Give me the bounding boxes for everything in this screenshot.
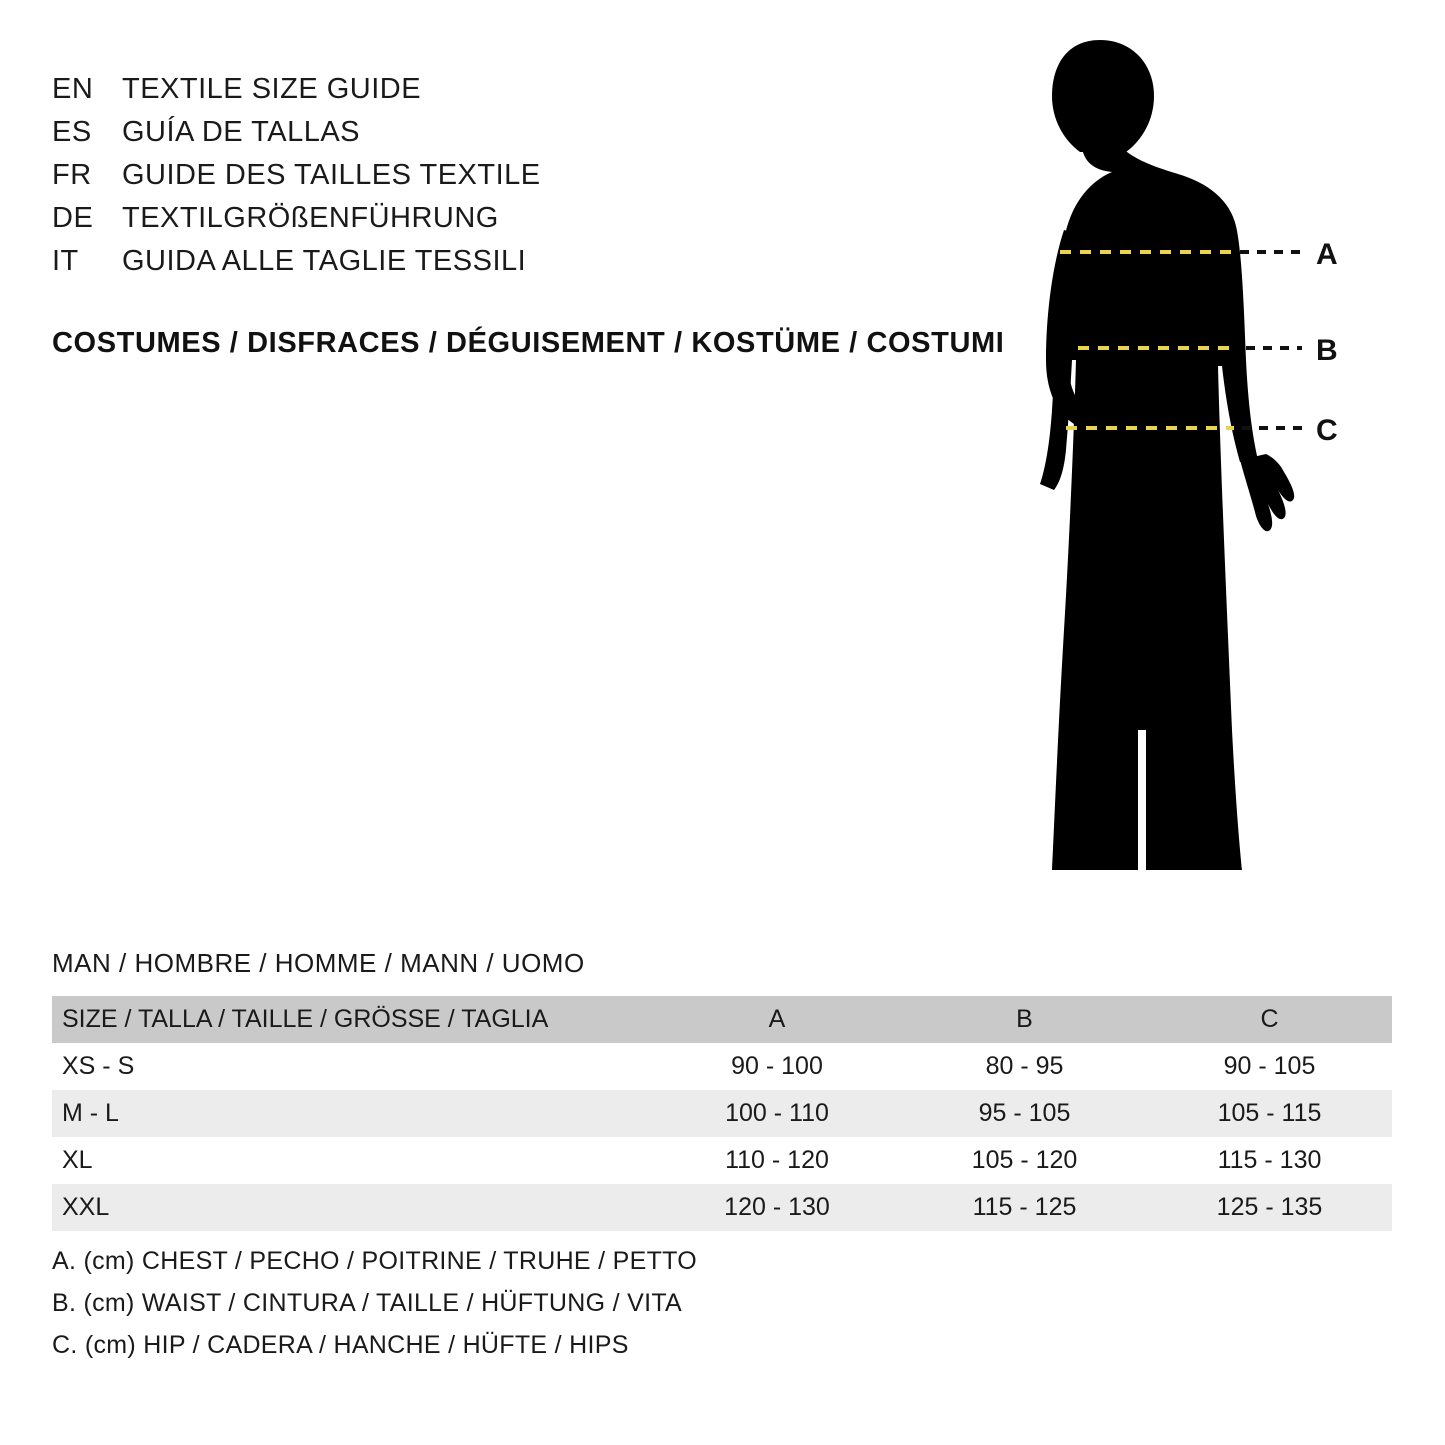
figure-label-b: B xyxy=(1316,334,1338,367)
cell-a: 100 - 110 xyxy=(725,1099,829,1127)
table-row xyxy=(52,1137,1392,1184)
language-code-es: ES xyxy=(52,116,92,148)
cell-size: XL xyxy=(62,1146,93,1174)
cell-c: 125 - 135 xyxy=(1216,1193,1323,1221)
language-row-fr xyxy=(52,154,952,197)
language-code-en: EN xyxy=(52,73,94,105)
table-header-row xyxy=(52,996,1392,1043)
cell-b: 115 - 125 xyxy=(972,1193,1077,1221)
language-code-fr: FR xyxy=(52,159,92,191)
language-text-de: TEXTILGRÖßENFÜHRUNG xyxy=(122,202,499,234)
gender-title: MAN / HOMBRE / HOMME / MANN / UOMO xyxy=(52,948,585,978)
language-text-es: GUÍA DE TALLAS xyxy=(122,116,361,148)
measurement-legend xyxy=(52,1240,1152,1366)
cell-c: 105 - 115 xyxy=(1217,1099,1322,1127)
table-row xyxy=(52,1090,1392,1137)
language-row-de xyxy=(52,197,952,240)
legend-line-b: B. (cm) WAIST / CINTURA / TAILLE / HÜFTUNG / VITA xyxy=(52,1289,683,1317)
language-text-it: GUIDA ALLE TAGLIE TESSILI xyxy=(122,245,527,277)
size-table-section xyxy=(52,948,1392,1231)
table-row xyxy=(52,1184,1392,1231)
language-code-it: IT xyxy=(52,245,79,277)
silhouette-shape xyxy=(1040,40,1294,870)
legend-line-a: A. (cm) CHEST / PECHO / POITRINE / TRUHE / PETTO xyxy=(52,1247,698,1275)
figure-label-c: C xyxy=(1316,414,1338,447)
table-header-c: C xyxy=(1147,996,1392,1043)
language-code-de: DE xyxy=(52,202,94,234)
costumes-subtitle: COSTUMES / DISFRACES / DÉGUISEMENT / KOSTÜME / COSTUMI xyxy=(52,327,1005,359)
cell-b: 95 - 105 xyxy=(978,1099,1071,1127)
cell-a: 110 - 120 xyxy=(725,1146,829,1174)
cell-b: 80 - 95 xyxy=(985,1052,1064,1080)
size-table xyxy=(52,996,1392,1231)
cell-c: 115 - 130 xyxy=(1217,1146,1322,1174)
table-header-a: A xyxy=(652,996,902,1043)
language-row-es xyxy=(52,111,952,154)
cell-size: M - L xyxy=(62,1099,119,1127)
cell-size: XXL xyxy=(62,1193,110,1221)
language-text-en: TEXTILE SIZE GUIDE xyxy=(122,73,422,105)
language-row-it xyxy=(52,240,952,283)
cell-a: 90 - 100 xyxy=(731,1052,823,1080)
language-row-en xyxy=(52,68,952,111)
language-list xyxy=(52,68,952,283)
body-silhouette-diagram xyxy=(940,30,1360,900)
figure-label-a: A xyxy=(1316,238,1338,271)
cell-size: XS - S xyxy=(62,1052,135,1080)
legend-line-c: C. (cm) HIP / CADERA / HANCHE / HÜFTE / HIPS xyxy=(52,1331,629,1359)
cell-b: 105 - 120 xyxy=(971,1146,1078,1174)
cell-a: 120 - 130 xyxy=(724,1193,830,1221)
language-text-fr: GUIDE DES TAILLES TEXTILE xyxy=(122,159,541,191)
table-header-b: B xyxy=(902,996,1147,1043)
table-header-size: SIZE / TALLA / TAILLE / GRÖSSE / TAGLIA xyxy=(52,996,652,1043)
table-row xyxy=(52,1043,1392,1090)
cell-c: 90 - 105 xyxy=(1223,1052,1316,1080)
